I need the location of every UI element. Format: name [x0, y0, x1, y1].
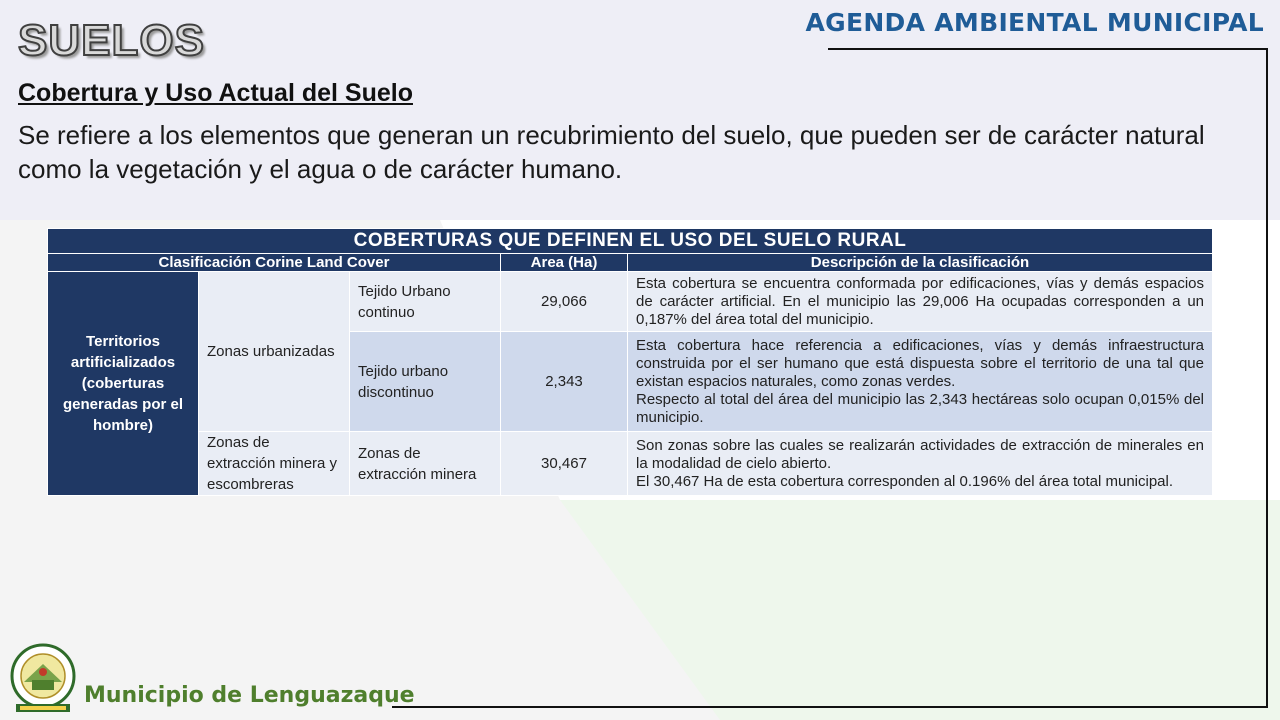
area-cell: 30,467	[501, 432, 628, 496]
subgroup-label: Zonas urbanizadas	[199, 272, 350, 432]
column-header-area: Area (Ha)	[501, 254, 628, 272]
intro-paragraph: Se refiere a los elementos que generan un recubrimiento del suelo, que pueden ser de carácter natural como la vegetación y el agua o de carácter humano.	[18, 120, 1205, 184]
frame-line-right	[1266, 48, 1268, 708]
description-cell	[628, 432, 1213, 496]
description-text-extra: El 30,467 Ha de esta cobertura corresponden al 0.196% del área total municipal.	[636, 472, 1174, 490]
coverage-table	[47, 228, 1213, 496]
description-text: Esta cobertura se encuentra conformada por edificaciones, vías y demás espacios de carácter artificial. En el municipio las 29,006 Ha ocupadas corresponden a un 0,187% del área total del municipio.	[636, 274, 1204, 328]
section-subtitle: Cobertura y Uso Actual del Suelo	[18, 79, 413, 107]
group-label: Territorios artificializados (coberturas generadas por el hombre)	[48, 272, 199, 496]
area-cell: 29,066	[501, 272, 628, 332]
class-cell: Tejido urbano discontinuo	[350, 332, 501, 432]
subgroup-label: Zonas de extracción minera y escombreras	[199, 432, 350, 496]
slide-title: SUELOS	[18, 16, 205, 65]
agenda-title: AGENDA AMBIENTAL MUNICIPAL	[805, 8, 1264, 37]
frame-line-top	[828, 48, 1268, 50]
column-header-description: Descripción de la clasificación	[628, 254, 1213, 272]
municipal-seal-icon	[10, 642, 76, 716]
table-row	[48, 432, 1213, 496]
description-text-extra: Respecto al total del área del municipio las 2,343 hectáreas solo ocupan 0,015% del municipio.	[636, 390, 1204, 426]
column-header-classification: Clasificación Corine Land Cover	[48, 254, 501, 272]
municipality-name: Municipio de Lenguazaque	[84, 683, 415, 708]
description-cell	[628, 272, 1213, 332]
area-cell: 2,343	[501, 332, 628, 432]
frame-line-bottom	[392, 706, 1268, 708]
class-cell: Zonas de extracción minera	[350, 432, 501, 496]
description-text: Son zonas sobre las cuales se realizarán actividades de extracción de minerales en la modalidad de cielo abierto.	[636, 436, 1204, 472]
table-row	[48, 272, 1213, 332]
description-cell	[628, 332, 1213, 432]
description-text: Esta cobertura hace referencia a edificaciones, vías y demás infraestructura construida por el ser humano que está dispuesta sobre el territorio de una tal que existan espacios naturales, como zonas verdes.	[636, 336, 1204, 390]
table-title: COBERTURAS QUE DEFINEN EL USO DEL SUELO RURAL	[48, 229, 1213, 254]
class-cell: Tejido Urbano continuo	[350, 272, 501, 332]
